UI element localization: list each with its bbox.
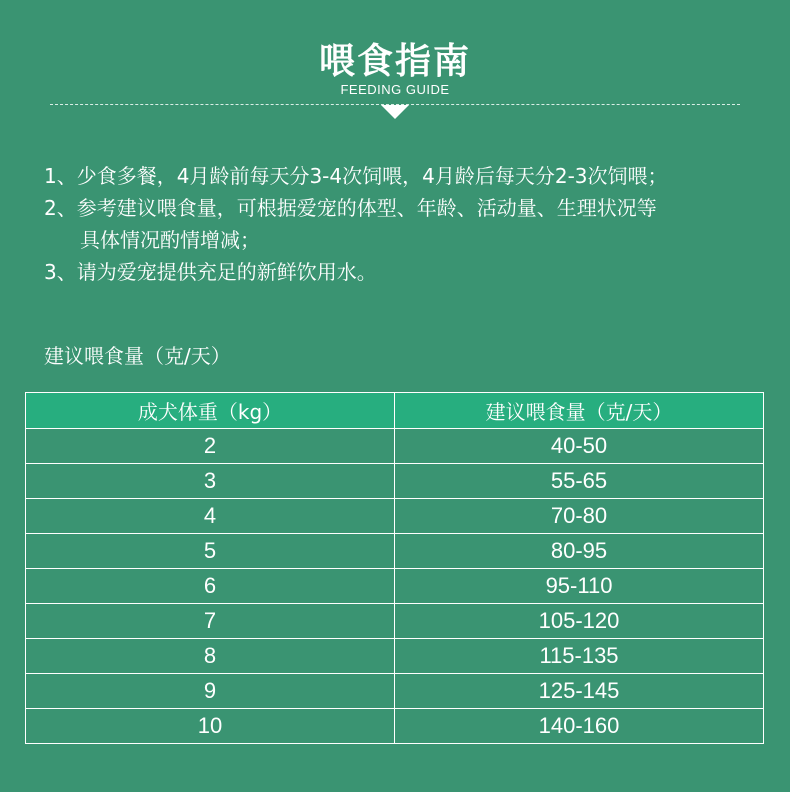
cell-weight: 9 xyxy=(26,674,395,709)
cell-weight: 4 xyxy=(26,499,395,534)
header-weight: 成犬体重（kg） xyxy=(26,393,395,429)
table-row xyxy=(26,569,764,604)
page-title: 喂食指南 xyxy=(318,41,471,82)
cell-amount: 40-50 xyxy=(395,429,764,464)
cell-weight: 5 xyxy=(26,534,395,569)
table-row xyxy=(26,674,764,709)
cell-weight: 8 xyxy=(26,639,395,674)
table-row xyxy=(26,429,764,464)
page-subtitle: FEEDING GUIDE xyxy=(340,82,450,97)
table-row xyxy=(26,499,764,534)
cell-weight: 7 xyxy=(26,604,395,639)
table-row xyxy=(26,464,764,499)
cell-amount: 115-135 xyxy=(395,639,764,674)
cell-amount: 70-80 xyxy=(395,499,764,534)
note-item-continued: 具体情况酌情增减； xyxy=(80,228,260,252)
note-item: 3、请为爱宠提供充足的新鲜饮用水。 xyxy=(44,260,377,284)
table-row xyxy=(26,604,764,639)
table-caption: 建议喂食量（克/天） xyxy=(44,344,231,368)
header-amount: 建议喂食量（克/天） xyxy=(395,393,764,429)
cell-amount: 55-65 xyxy=(395,464,764,499)
feeding-notes xyxy=(44,160,764,288)
table-row xyxy=(26,639,764,674)
triangle-down-icon xyxy=(381,105,409,119)
table-row xyxy=(26,709,764,744)
cell-amount: 95-110 xyxy=(395,569,764,604)
cell-amount: 80-95 xyxy=(395,534,764,569)
table-row xyxy=(26,534,764,569)
note-item: 1、少食多餐，4月龄前每天分3-4次饲喂，4月龄后每天分2-3次饲喂； xyxy=(44,164,668,188)
table-header-row xyxy=(26,393,764,429)
cell-weight: 3 xyxy=(26,464,395,499)
note-item: 2、参考建议喂食量，可根据爱宠的体型、年龄、活动量、生理状况等 xyxy=(44,196,657,220)
cell-weight: 10 xyxy=(26,709,395,744)
cell-amount: 125-145 xyxy=(395,674,764,709)
cell-amount: 140-160 xyxy=(395,709,764,744)
cell-weight: 2 xyxy=(26,429,395,464)
feeding-table xyxy=(25,392,764,744)
cell-weight: 6 xyxy=(26,569,395,604)
cell-amount: 105-120 xyxy=(395,604,764,639)
